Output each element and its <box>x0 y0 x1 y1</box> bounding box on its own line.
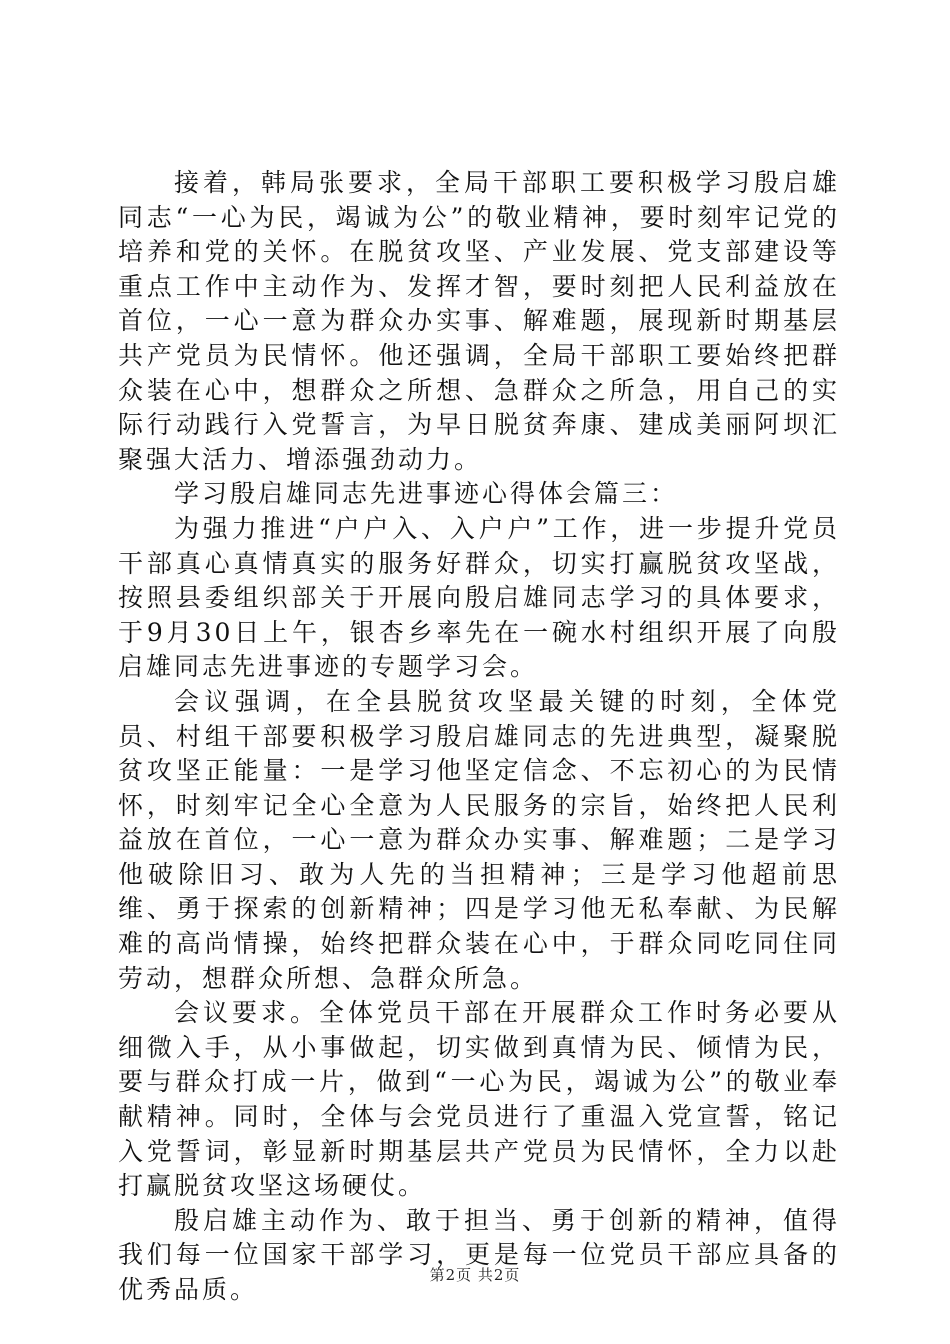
paragraph: 殷启雄主动作为、敢于担当、勇于创新的精神，值得我们每一位国家干部学习，更是每一位党员干部应具备的优秀品质。 <box>118 1205 840 1304</box>
document-body <box>118 166 840 1308</box>
paragraph: 会议要求。全体党员干部在开展群众工作时务必要从细微入手，从小事做起，切实做到真情为民、倾情为民，要与群众打成一片，做到“一心为民，竭诚为公”的敬业奉献精神。同时，全体与会党员进行了重温入党宣誓，铭记入党誓词，彰显新时期基层共产党员为民情怀，全力以赴打赢脱贫攻坚这场硬仗。 <box>118 998 840 1201</box>
page-footer: 第2页 共2页 <box>429 1266 521 1284</box>
paragraph: 接着，韩局张要求，全局干部职工要积极学习殷启雄同志“一心为民，竭诚为公”的敬业精神，要时刻牢记党的培养和党的关怀。在脱贫攻坚、产业发展、党支部建设等重点工作中主动作为、发挥才智，要时刻把人民利益放在首位，一心一意为群众办实事、解难题，展现新时期基层共产党员为民情怀。他还强调，全局干部职工要始终把群众装在心中，想群众之所想、急群众之所急，用自己的实际行动践行入党誓言，为早日脱贫奔康、建成美丽阿坝汇聚强大活力、增添强劲动力。 <box>118 168 840 474</box>
paragraph: 为强力推进“户户入、入户户”工作，进一步提升党员干部真心真情真实的服务好群众，切实打赢脱贫攻坚战，按照县委组织部关于开展向殷启雄同志学习的具体要求，于9月30日上午，银杏乡率先在一碗水村组织开展了向殷启雄同志先进事迹的专题学习会。 <box>118 513 840 682</box>
paragraph: 会议强调，在全县脱贫攻坚最关键的时刻，全体党员、村组干部要积极学习殷启雄同志的先进典型，凝聚脱贫攻坚正能量：一是学习他坚定信念、不忘初心的为民情怀，时刻牢记全心全意为人民服务的宗旨，始终把人民利益放在首位，一心一意为群众办实事、解难题；二是学习他破除旧习、敢为人先的当担精神；三是学习他超前思维、勇于探索的创新精神；四是学习他无私奉献、为民解难的高尚情操，始终把群众装在心中，于群众同吃同住同劳动，想群众所想、急群众所急。 <box>118 686 840 993</box>
section-heading: 学习殷启雄同志先进事迹心得体会篇三： <box>174 479 679 509</box>
